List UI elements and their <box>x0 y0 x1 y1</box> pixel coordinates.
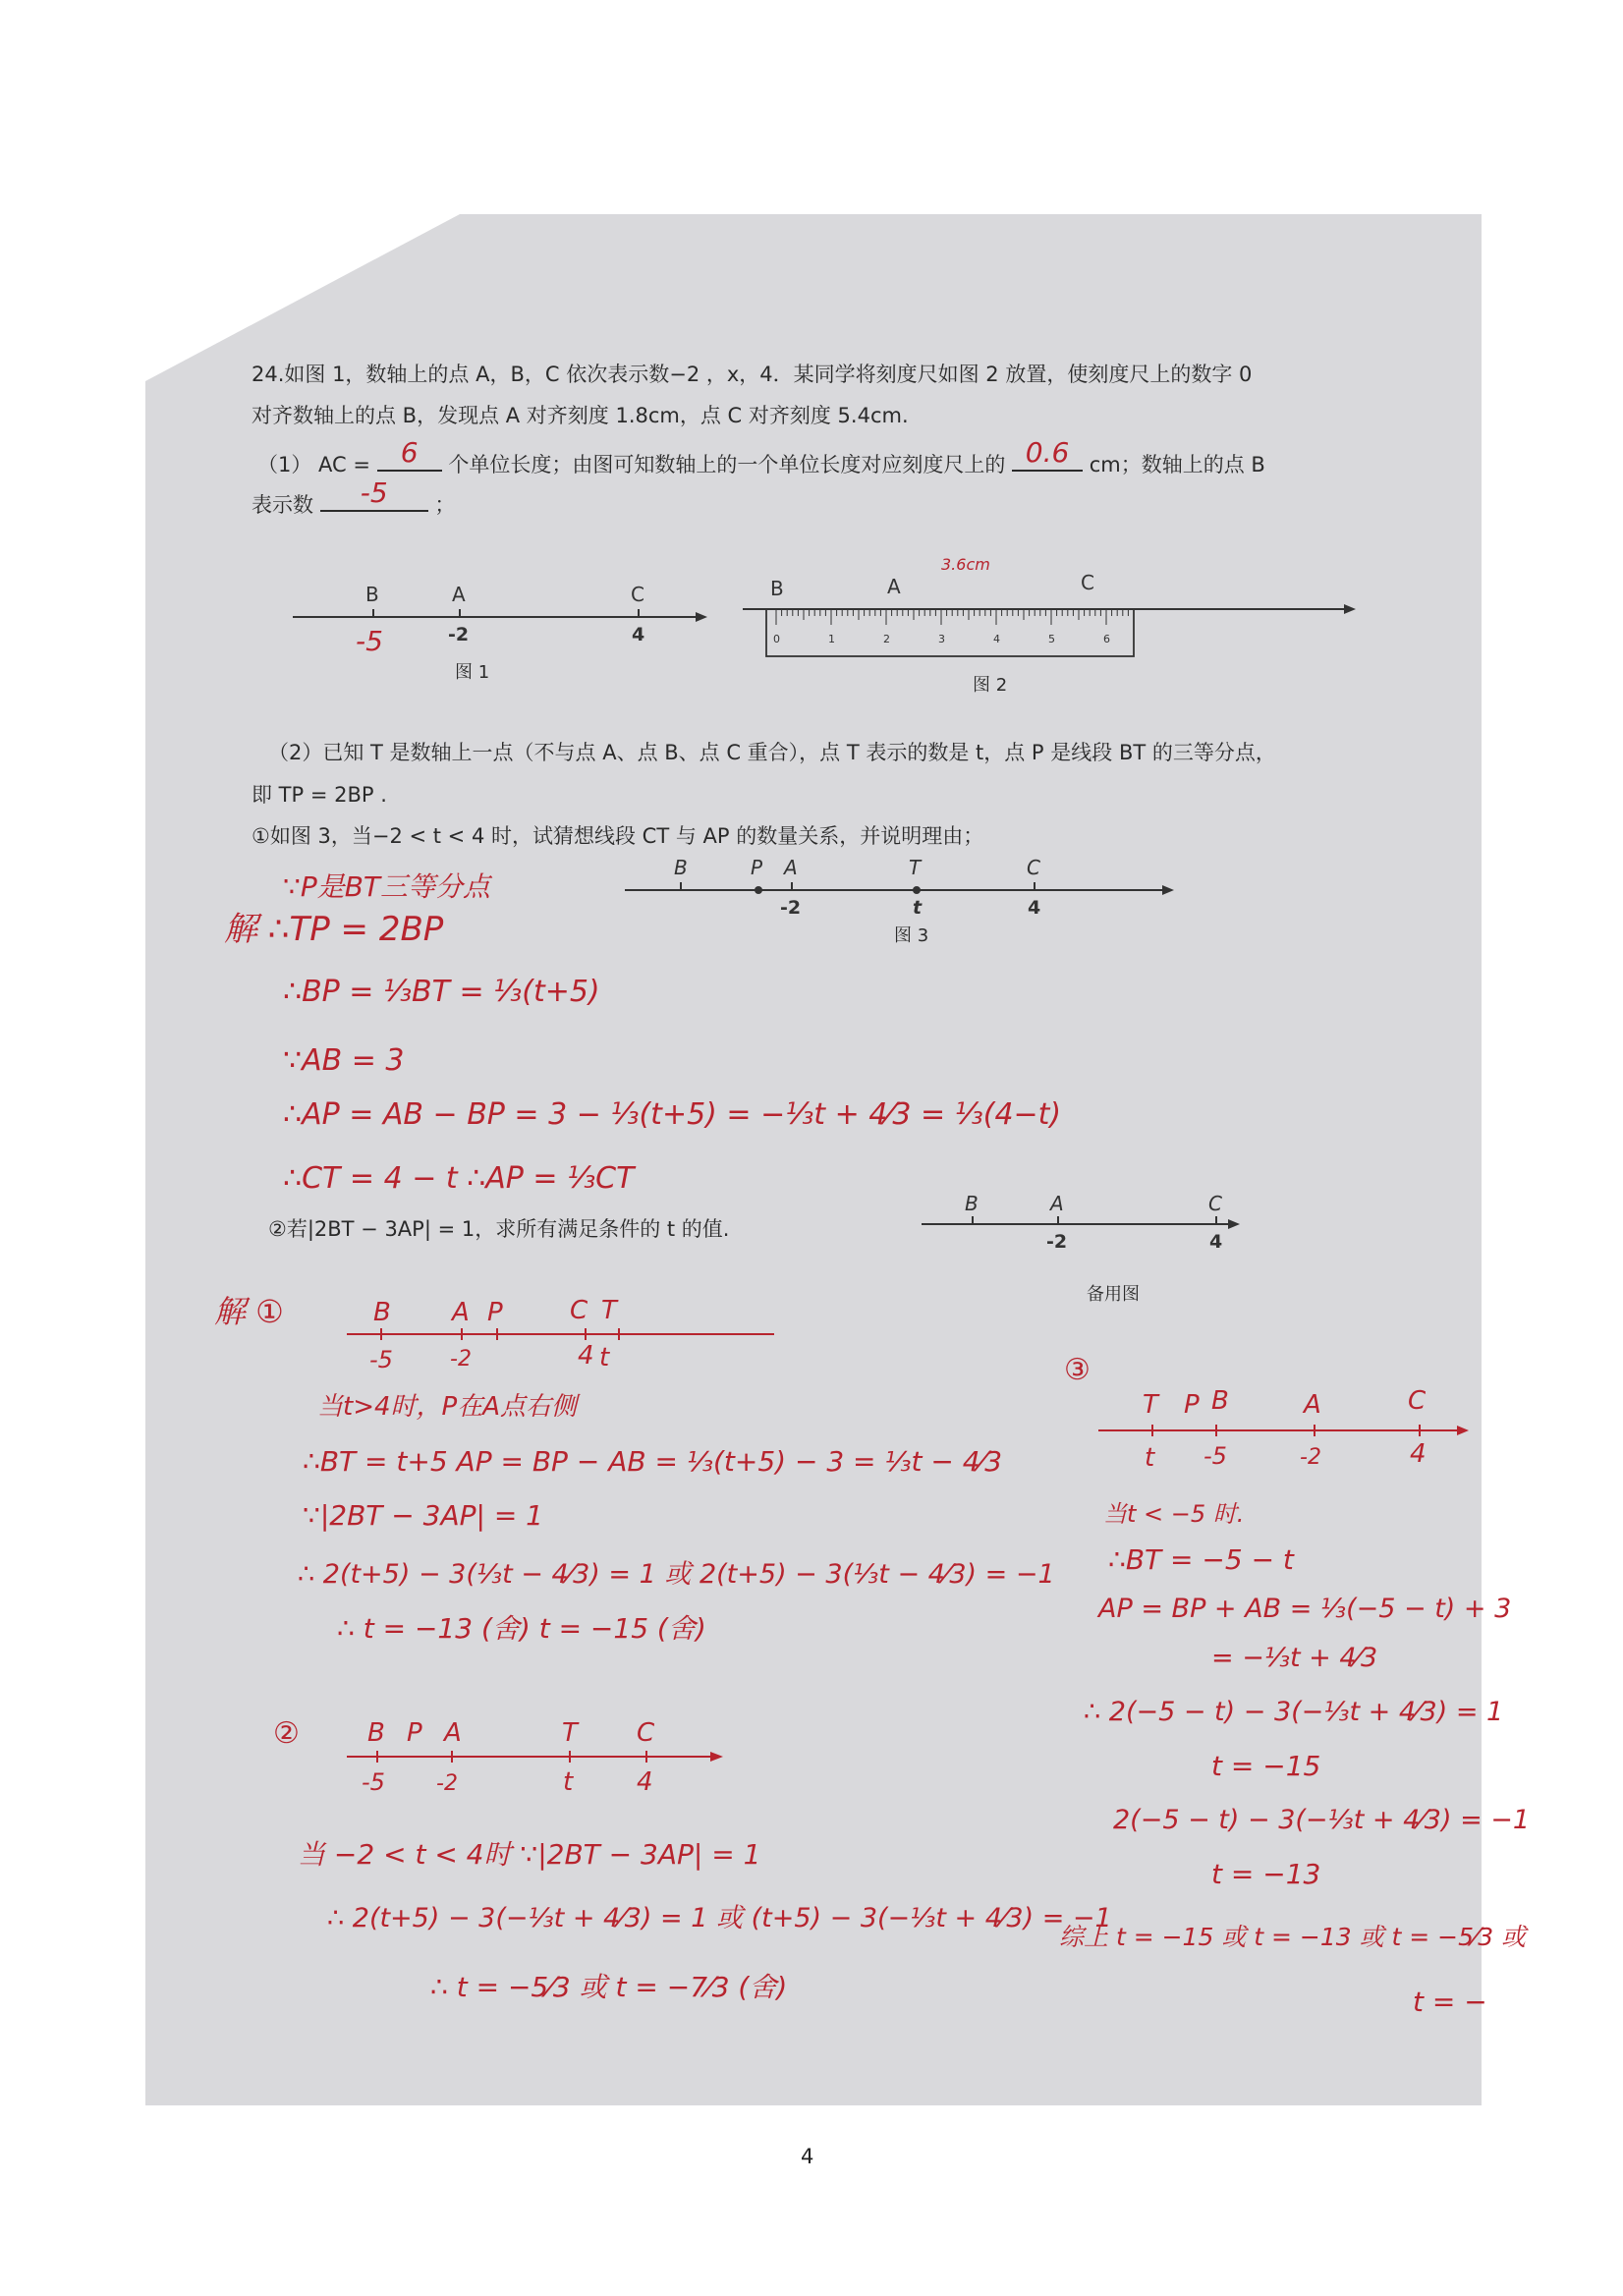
answer-unit: 0.6 <box>1025 436 1070 469</box>
case3-label-c: C <box>1408 1386 1427 1416</box>
case3-line-6: t = −15 <box>1211 1750 1321 1782</box>
case3-line-4: = −⅓t + 4⁄3 <box>1211 1643 1378 1673</box>
ruler-numeral: 0 <box>773 633 780 645</box>
sol1-line-2: 解 ∴TP = 2BP <box>224 910 444 949</box>
case3-tick-4: 4 <box>1410 1439 1427 1469</box>
sol1-line-4: ∵AB = 3 <box>283 1043 405 1078</box>
case3-line-5: ∴ 2(−5 − t) − 3(−⅓t + 4⁄3) = 1 <box>1084 1697 1504 1727</box>
case3-line-9: 综上 t = −15 或 t = −13 或 t = −5⁄3 或 <box>1059 1923 1527 1951</box>
sol1-line-6: ∴CT = 4 − t ∴AP = ⅓CT <box>283 1161 635 1196</box>
question-2: ②若|2BT − 3AP| = 1，求所有满足条件的 t 的值. <box>268 1217 730 1241</box>
case2-label-p: P <box>407 1718 422 1748</box>
case3-tick-t: t <box>1145 1443 1155 1473</box>
case3-line-1: 当t < −5 时. <box>1103 1500 1245 1528</box>
fig1-tick-neg2: -2 <box>448 624 470 645</box>
case2-line-2: ∴ 2(t+5) − 3(−⅓t + 4⁄3) = 1 或 (t+5) − 3(−⅓t + 4⁄3) = −1 <box>327 1903 1112 1933</box>
spare-tick-neg2: -2 <box>1046 1231 1068 1253</box>
case2-tick-4: 4 <box>637 1767 653 1797</box>
case1-label-t: T <box>601 1296 617 1325</box>
case1-label-b: B <box>373 1298 391 1327</box>
case3-line-10: t = − <box>1413 1986 1487 2018</box>
fig2-label-a: A <box>887 575 901 598</box>
case1-line-3: ∵|2BT − 3AP| = 1 <box>303 1499 543 1532</box>
fig3-tick-4: 4 <box>1028 897 1041 919</box>
case2-label-t: T <box>562 1718 578 1748</box>
spare-label-c: C <box>1208 1192 1222 1215</box>
part1-line-2 <box>252 476 456 518</box>
case3-line-2: ∴BT = −5 − t <box>1108 1543 1294 1576</box>
fig1-tick-4: 4 <box>632 624 645 645</box>
ruler-numeral: 1 <box>828 633 835 645</box>
case3-line-3: AP = BP + AB = ⅓(−5 − t) + 3 <box>1098 1594 1512 1624</box>
photographed-sheet <box>145 214 1531 2105</box>
case1-tick-t: t <box>599 1343 610 1372</box>
case1-tag: 解 ① <box>214 1293 284 1330</box>
part1-text-c: cm；数轴上的点 B <box>1089 453 1265 476</box>
fig1-caption: 图 1 <box>455 662 490 683</box>
part1-text-d: 表示数 <box>252 493 313 517</box>
sol1-line-1: ∵P是BT三等分点 <box>283 870 491 903</box>
ruler-numeral: 5 <box>1048 633 1055 645</box>
spare-figure-number-line <box>914 1187 1248 1275</box>
case3-number-line <box>1093 1373 1482 1482</box>
case3-tag: ③ <box>1064 1353 1091 1387</box>
part1-text-e: ； <box>434 493 456 517</box>
fig3-label-b: B <box>674 856 688 879</box>
fig2-caption: 图 2 <box>973 675 1008 696</box>
answer-b: -5 <box>360 476 388 509</box>
blank-b <box>320 476 428 512</box>
fig3-tick-neg2: -2 <box>780 897 802 919</box>
case2-number-line <box>342 1708 755 1806</box>
part1-text-a: （1） AC = <box>257 453 370 476</box>
case3-tick-neg2: -2 <box>1300 1445 1321 1470</box>
figure-1-number-line <box>283 558 715 686</box>
blank-ac <box>377 436 442 472</box>
case1-label-c: C <box>570 1296 588 1325</box>
case3-label-p: P <box>1184 1390 1200 1420</box>
spare-tick-4: 4 <box>1209 1231 1223 1253</box>
case1-line-2: ∴BT = t+5 AP = BP − AB = ⅓(t+5) − 3 = ⅓t − 4⁄3 <box>303 1445 1003 1478</box>
problem-line-1: 24.如图 1，数轴上的点 A，B，C 依次表示数−2 ，x，4．某同学将刻度尺如图 2 放置，使刻度尺上的数字 0 <box>252 363 1253 386</box>
case2-tick-neg2: -2 <box>436 1771 458 1796</box>
case1-line-5: ∴ t = −13 (舍) t = −15 (舍) <box>337 1612 706 1645</box>
fig3-caption: 图 3 <box>894 925 929 946</box>
case2-label-a: A <box>444 1718 462 1748</box>
case2-tick-t: t <box>563 1767 574 1797</box>
fig2-label-c: C <box>1081 571 1094 594</box>
fig3-label-p: P <box>751 856 763 879</box>
case3-label-b: B <box>1211 1386 1229 1416</box>
fig3-label-a: A <box>784 856 798 879</box>
case2-tag: ② <box>273 1716 300 1751</box>
spare-label-b: B <box>965 1192 979 1215</box>
fig3-tick-t: t <box>913 897 923 919</box>
fig2-hw-note: 3.6cm <box>941 555 990 574</box>
case3-label-a: A <box>1304 1390 1321 1420</box>
case3-label-t: T <box>1143 1390 1158 1420</box>
folded-corner <box>145 214 460 381</box>
figure-2-ruler <box>735 538 1364 676</box>
part2-line-2: 即 TP = 2BP . <box>252 783 387 807</box>
answer-ac: 6 <box>400 436 419 469</box>
sol1-line-5: ∴AP = AB − BP = 3 − ⅓(t+5) = −⅓t + 4⁄3 = ⅓(4−t) <box>283 1097 1062 1132</box>
problem-line-2: 对齐数轴上的点 B，发现点 A 对齐刻度 1.8cm，点 C 对齐刻度 5.4cm. <box>252 404 909 427</box>
spare-caption: 备用图 <box>1087 1284 1140 1305</box>
ruler-numeral: 4 <box>993 633 1000 645</box>
fig1-label-b: B <box>365 583 379 606</box>
spare-label-a: A <box>1050 1192 1064 1215</box>
case1-label-a: A <box>452 1298 470 1327</box>
ruler-numeral: 3 <box>938 633 945 645</box>
case2-label-b: B <box>367 1718 385 1748</box>
fig1-label-a: A <box>452 583 466 606</box>
case1-line-1: 当t>4时，P在A点右侧 <box>317 1392 577 1422</box>
part1-text-b: 个单位长度；由图可知数轴上的一个单位长度对应刻度尺上的 <box>448 453 1006 476</box>
ruler-numeral: 6 <box>1103 633 1110 645</box>
question-1: ①如图 3，当−2 < t < 4 时，试猜想线段 CT 与 AP 的数量关系，并说明理由； <box>252 824 984 848</box>
case1-tick-4: 4 <box>578 1341 594 1371</box>
case1-line-4: ∴ 2(t+5) − 3(⅓t − 4⁄3) = 1 或 2(t+5) − 3(⅓t − 4⁄3) = −1 <box>298 1559 1055 1590</box>
fig1-label-c: C <box>631 583 644 606</box>
sol1-line-3: ∴BP = ⅓BT = ⅓(t+5) <box>283 975 600 1009</box>
case1-label-p: P <box>487 1298 503 1327</box>
part1-line <box>257 436 1265 477</box>
page-number: 4 <box>801 2145 814 2168</box>
case1-tick-neg5: -5 <box>369 1346 393 1373</box>
part2-line-1: （2）已知 T 是数轴上一点（不与点 A、点 B、点 C 重合），点 T 表示的数是 t，点 P 是线段 BT 的三等分点， <box>268 741 1276 764</box>
case3-line-7: 2(−5 − t) − 3(−⅓t + 4⁄3) = −1 <box>1113 1805 1531 1835</box>
case2-line-3: ∴ t = −5⁄3 或 t = −7⁄3 (舍) <box>430 1971 788 2003</box>
case2-tick-neg5: -5 <box>362 1768 385 1796</box>
blank-unit <box>1012 436 1083 472</box>
case1-number-line <box>342 1285 794 1383</box>
case1-tick-neg2: -2 <box>450 1347 472 1372</box>
fig3-label-t: T <box>909 856 922 879</box>
case2-line-1: 当 −2 < t < 4时 ∵|2BT − 3AP| = 1 <box>298 1838 761 1871</box>
fig3-label-c: C <box>1027 856 1040 879</box>
case3-line-8: t = −13 <box>1211 1858 1321 1890</box>
case3-tick-neg5: -5 <box>1203 1442 1227 1470</box>
ruler-numeral: 2 <box>883 633 890 645</box>
case2-label-c: C <box>637 1718 655 1748</box>
fig1-hw-b-value: -5 <box>356 625 383 657</box>
ruler-tick-marks <box>773 609 1128 645</box>
fig2-label-b: B <box>770 577 784 600</box>
